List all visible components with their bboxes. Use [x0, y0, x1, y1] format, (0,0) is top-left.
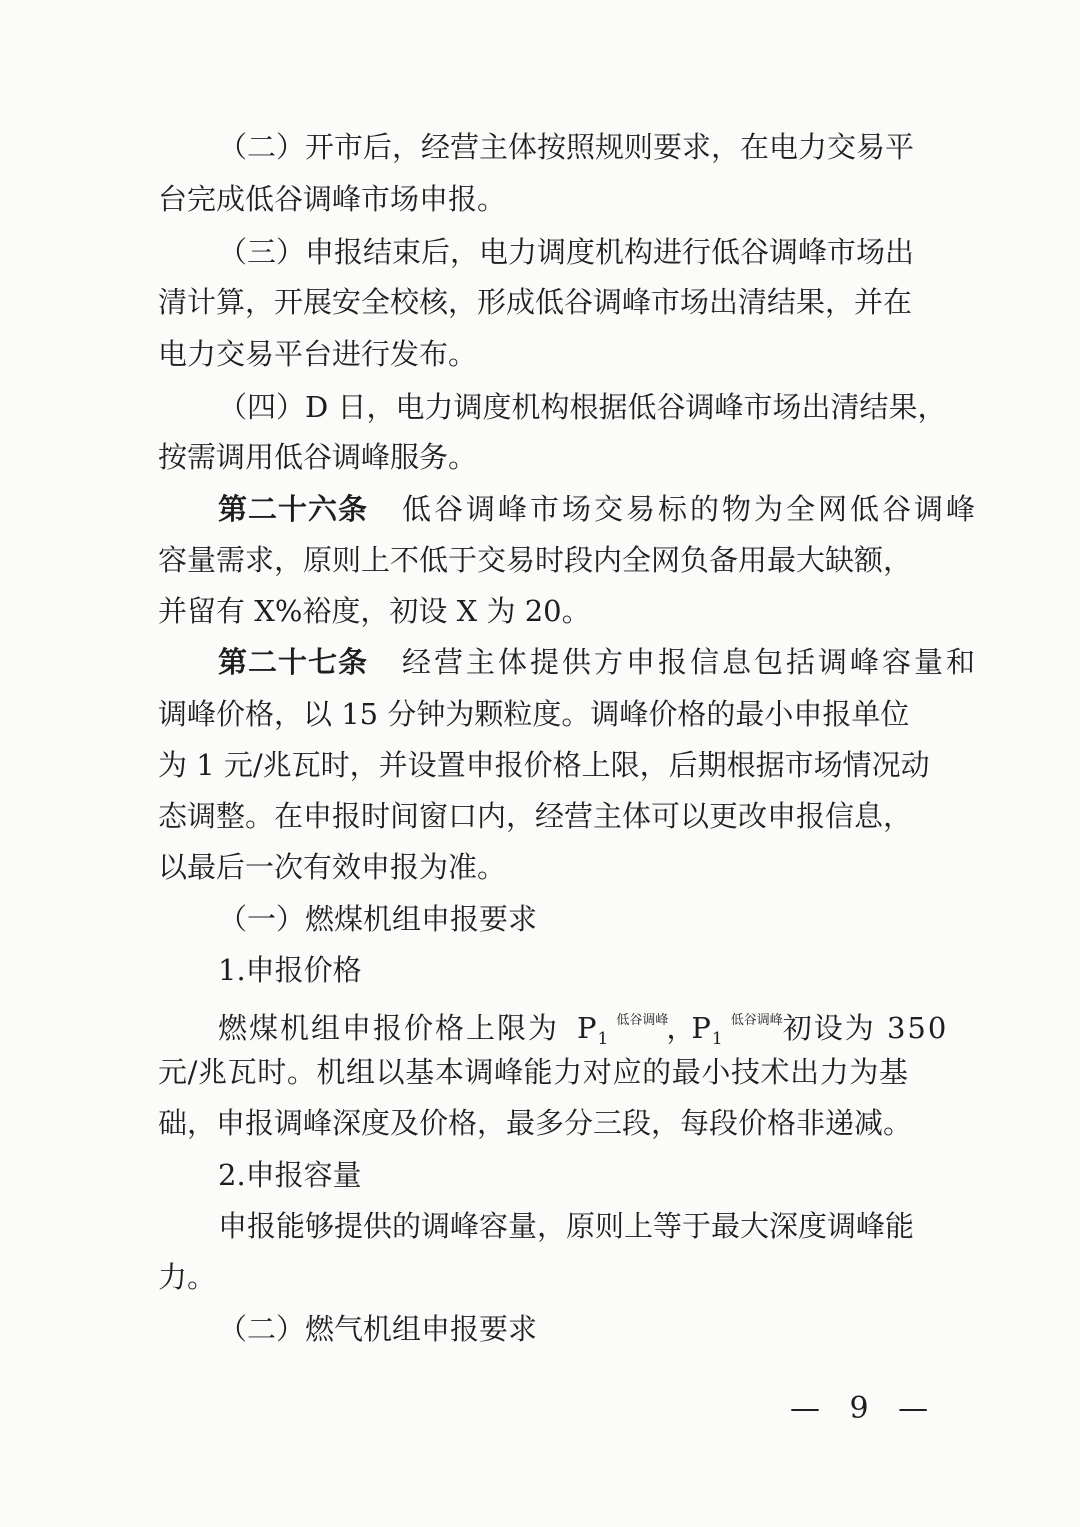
article-27-line	[218, 645, 979, 679]
article-26-text: 低谷调峰市场交易标的物为全网低谷调峰	[402, 492, 979, 526]
section-heading: （二）燃气机组申报要求	[218, 1312, 538, 1346]
paragraph-line: （二）开市后，经营主体按照规则要求，在电力交易平	[218, 130, 915, 164]
paragraph-line: 态调整。在申报时间窗口内，经营主体可以更改申报信息，	[158, 799, 913, 833]
symbol-subscript: 1	[711, 1029, 723, 1049]
paragraph-line: （四）D 日，电力调度机构根据低谷调峰市场出清结果，	[218, 390, 947, 424]
paragraph-line: 按需调用低谷调峰服务。	[158, 440, 478, 474]
price-cap-value: 初设为 350	[782, 1011, 949, 1045]
paragraph-line: （三）申报结束后，电力调度机构进行低谷调峰市场出	[218, 235, 915, 269]
paragraph-line: 为 1 元/兆瓦时，并设置申报价格上限，后期根据市场情况动	[158, 748, 930, 782]
paragraph-line: 元/兆瓦时。机组以基本调峰能力对应的最小技术出力为基	[158, 1055, 908, 1089]
subsection-heading: 2.申报容量	[218, 1158, 362, 1192]
paragraph-line: 础，申报调峰深度及价格，最多分三段，每段价格非递减。	[158, 1106, 913, 1140]
article-26-title: 第二十六条	[218, 492, 369, 526]
section-heading: （一）燃煤机组申报要求	[218, 902, 538, 936]
comma: ，	[666, 1011, 696, 1045]
page-number: — 9 —	[790, 1391, 939, 1426]
subsection-heading: 1.申报价格	[218, 953, 362, 987]
symbol-superscript: 低谷调峰	[616, 1013, 669, 1028]
article-27-title: 第二十七条	[218, 645, 369, 679]
symbol-p: P	[691, 1011, 711, 1045]
paragraph-line: 力。	[158, 1260, 217, 1294]
article-27-text: 经营主体提供方申报信息包括调峰容量和	[402, 645, 979, 679]
paragraph-line: 调峰价格，以 15 分钟为颗粒度。调峰价格的最小申报单位	[158, 697, 910, 731]
symbol-subscript: 1	[597, 1029, 609, 1049]
paragraph-line: 申报能够提供的调峰容量，原则上等于最大深度调峰能	[218, 1209, 915, 1243]
price-cap-text: 燃煤机组申报价格上限为	[218, 1011, 560, 1045]
symbol-p: P	[577, 1011, 597, 1045]
article-26-line	[218, 492, 979, 526]
paragraph-line: 清计算，开展安全校核，形成低谷调峰市场出清结果，并在	[158, 285, 913, 319]
price-cap-line	[218, 1004, 949, 1056]
paragraph-line: 容量需求，原则上不低于交易时段内全网负备用最大缺额，	[158, 543, 913, 577]
paragraph-line: 台完成低谷调峰市场申报。	[158, 182, 507, 216]
paragraph-line: 电力交易平台进行发布。	[158, 337, 478, 371]
symbol-superscript: 低谷调峰	[730, 1013, 783, 1028]
paragraph-line: 并留有 X%裕度，初设 X 为 20。	[158, 594, 591, 628]
paragraph-line: 以最后一次有效申报为准。	[158, 850, 507, 884]
